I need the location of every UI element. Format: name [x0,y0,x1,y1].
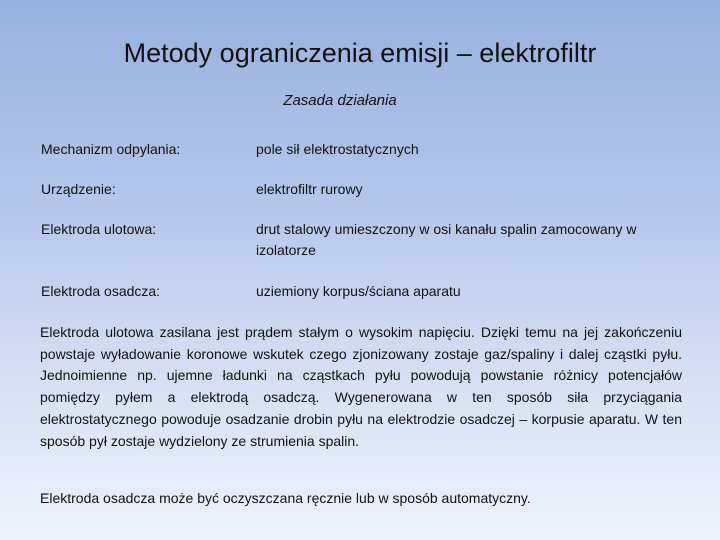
row-value: drut stalowy umieszczony w osi kanału spalin zamocowany w izolatorze [256,221,637,258]
row-value: uziemiony korpus/ściana aparatu [256,283,461,299]
slide-subtitle: Zasada działania [283,92,397,109]
cleaning-note: Elektroda osadcza może być oczyszczana ręcznie lub w sposób automatyczny. [40,490,531,506]
row-label: Urządzenie: [41,181,116,197]
description-paragraph: Elektroda ulotowa zasilana jest prądem stałym o wysokim napięciu. Dzięki temu na jej zakończeniu powstaje wyładowanie koronowe wskutek czego zjonizowany zostaje gaz/spaliny i dalej cząstki pyłu. Jednoimienne np. ujemne ładunki na cząstkach pyłu powodują powstanie różnicy potencjałów pomiędzy pyłem a elektrodą osadczą. Wygenerowana w ten sposób siła przyciągania elektrostatycznego powoduje osadzanie drobin pyłu na elektrodzie osadczej – korpusie aparatu. W ten sposób pył zostaje wydzielony ze strumienia spalin. [40,324,682,449]
slide-title: Metody ograniczenia emisji – elektrofiltr [123,38,597,68]
row-label: Elektroda ulotowa: [41,221,157,237]
row-value: elektrofiltr rurowy [256,181,363,197]
row-value: pole sił elektrostatycznych [256,141,419,157]
row-label: Mechanizm odpylania: [41,141,181,157]
row-label: Elektroda osadcza: [41,283,161,299]
